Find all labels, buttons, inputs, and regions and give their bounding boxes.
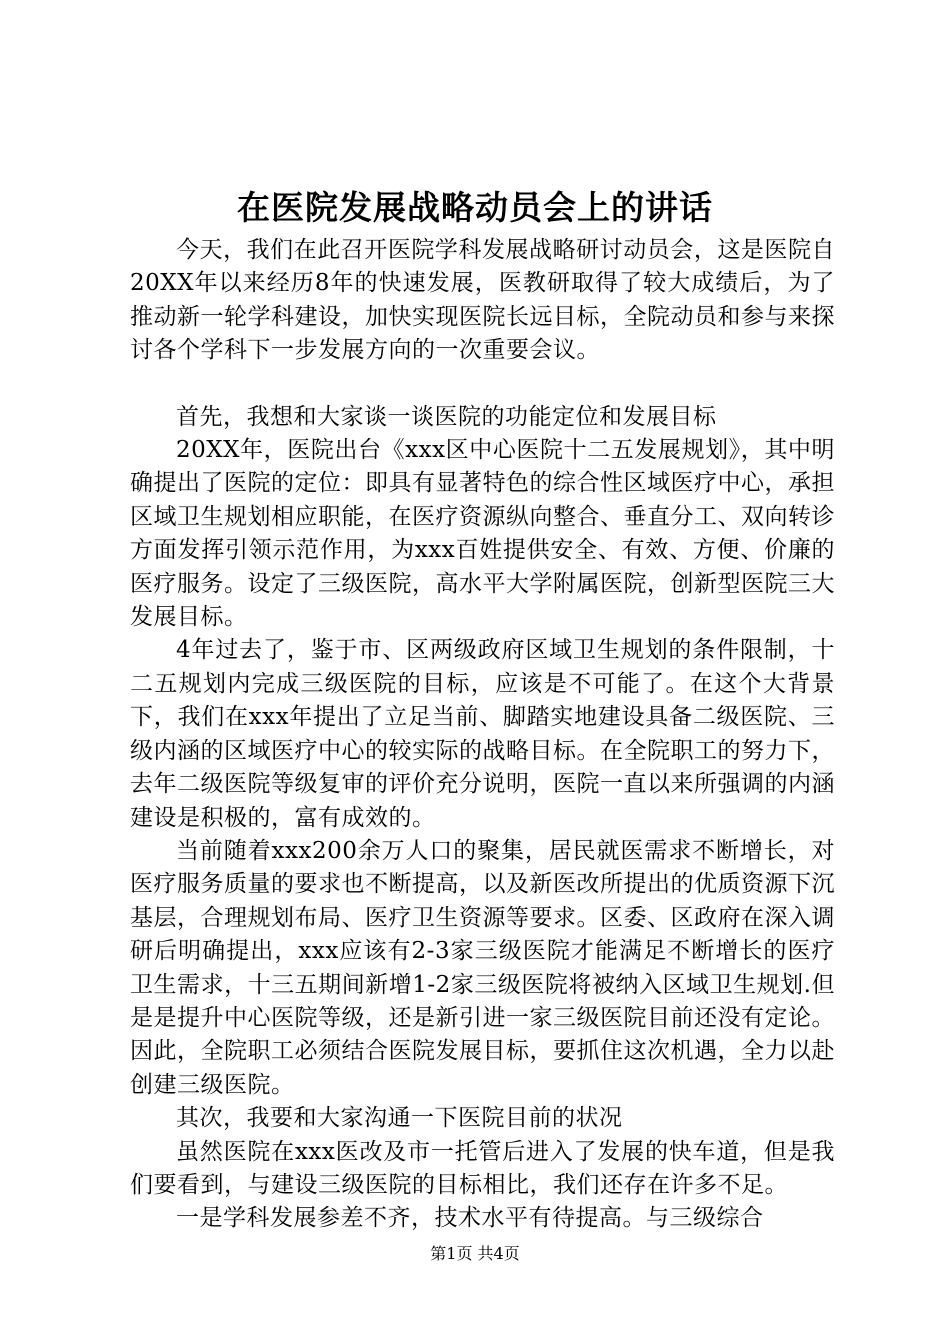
paragraph-heading-positioning: 首先，我想和大家谈一谈医院的功能定位和发展目标: [176, 403, 717, 430]
document-body: [130, 234, 835, 1236]
paragraph-heading-status: 其次，我要和大家沟通一下医院目前的状况: [176, 1105, 623, 1132]
page-number-footer: 第1页 共4页: [430, 1244, 520, 1263]
paragraph-plan: 20XX年，医院出台《xxx区中心医院十二五发展规划》，其中明确提出了医院的定位：即具有显著特色的综合性区域医疗中心，承担区域卫生规划相应职能，在医疗资源纵向整合、垂直分工、双向转诊方面发挥引领示范作用，为xxx百姓提供安全、有效、方便、价廉的医疗服务。设定了三级医院，高水平大学附属医院，创新型医院三大发展目标。: [130, 437, 835, 631]
paragraph-discipline: 一是学科发展参差不齐，技术水平有待提高。与三级综合: [176, 1205, 764, 1232]
paragraph-four-years: 4年过去了，鉴于市、区两级政府区域卫生规划的条件限制，十二五规划内完成三级医院的目标，应该是不可能了。在这个大背景下，我们在xxx年提出了立足当前、脚踏实地建设具备二级医院、三级内涵的区域医疗中心的较实际的战略目标。在全院职工的努力下，去年二级医院等级复审的评价充分说明，医院一直以来所强调的内涵建设是积极的，富有成效的。: [130, 637, 835, 831]
paragraph-shortcomings: 虽然医院在xxx医改及市一托管后进入了发展的快车道，但是我们要看到，与建设三级医院的目标相比，我们还存在许多不足。: [130, 1138, 835, 1198]
paragraph-current-situation: 当前随着xxx200余万人口的聚集，居民就医需求不断增长，对医疗服务质量的要求也不断提高，以及新医改所提出的优质资源下沉基层，合理规划布局、医疗卫生资源等要求。区委、区政府在深入调研后明确提出，xxx应该有2-3家三级医院才能满足不断增长的医疗卫生需求，十三五期间新增1-2家三级医院将被纳入区域卫生规划.但是是提升中心医院等级，还是新引进一家三级医院目前还没有定论。因此，全院职工必须结合医院发展目标，要抓住这次机遇，全力以赴创建三级医院。: [130, 837, 835, 1098]
paragraph-spacer: [130, 368, 835, 401]
document-title: 在医院发展战略动员会上的讲话: [237, 188, 713, 227]
paragraph-opening: 今天，我们在此召开医院学科发展战略研讨动员会，这是医院自20XX年以来经历8年的快速发展，医教研取得了较大成绩后，为了推动新一轮学科建设，加快实现医院长远目标，全院动员和参与来探讨各个学科下一步发展方向的一次重要会议。: [130, 237, 835, 364]
